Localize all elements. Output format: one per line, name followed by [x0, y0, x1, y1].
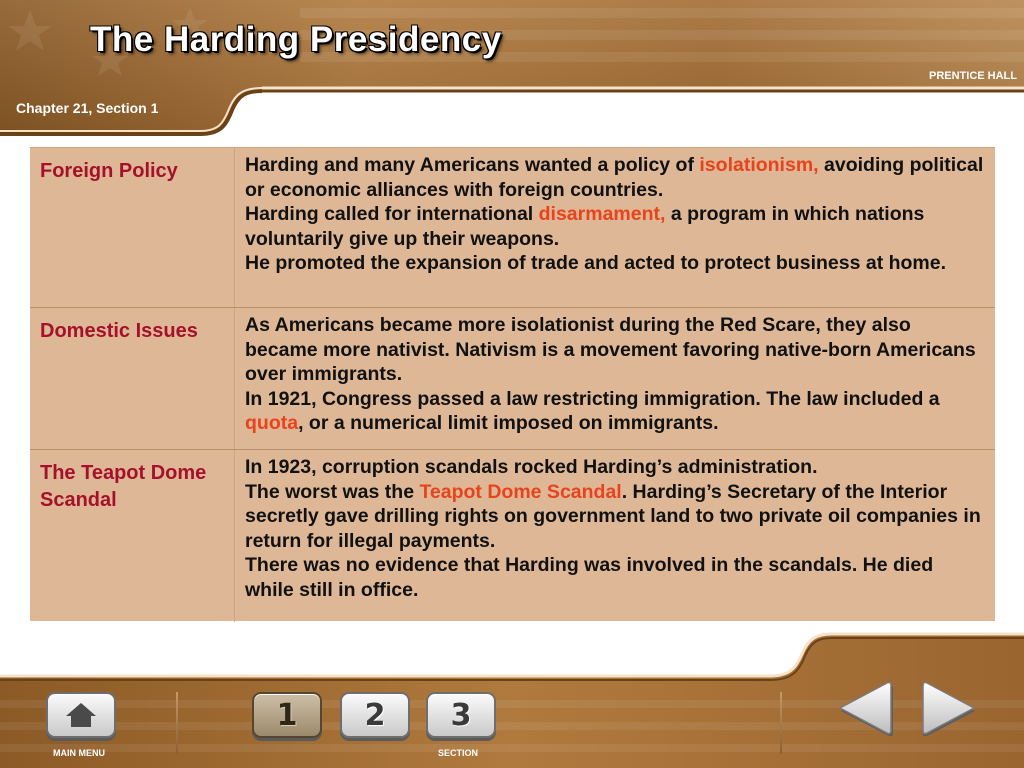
- row-label-teapot-dome: The Teapot Dome Scandal: [40, 462, 207, 511]
- body-text: There was no evidence that Harding was involved in the scandals. He died while still in office.: [245, 554, 934, 601]
- page-title: The Harding Presidency: [90, 20, 502, 59]
- keyword-term: isolationism,: [699, 154, 819, 176]
- table-row: [30, 148, 995, 308]
- footer-divider: [176, 692, 178, 754]
- header-band: [0, 0, 1024, 138]
- main-menu-button[interactable]: [46, 692, 116, 738]
- body-text: In 1923, corruption scandals rocked Harding’s administration.: [245, 456, 818, 478]
- keyword-term: quota: [245, 412, 299, 435]
- body-text: Harding and many Americans wanted a policy of: [245, 154, 700, 176]
- row-paragraph: [245, 153, 985, 202]
- publisher-label: PRENTICE HALL: [929, 70, 1017, 82]
- previous-slide-button[interactable]: [834, 680, 896, 736]
- row-paragraph: [245, 455, 985, 480]
- row-label-domestic-issues: Domestic Issues: [40, 320, 198, 342]
- body-text: a program in which nations voluntarily give up their weapons.: [245, 203, 925, 250]
- row-body-teapot-dome: [245, 455, 985, 603]
- row-paragraph: [245, 387, 985, 436]
- content-table: [30, 147, 995, 621]
- main-menu-caption: MAIN MENU: [53, 748, 105, 758]
- row-paragraph: [245, 480, 985, 554]
- home-icon: [64, 701, 98, 729]
- row-paragraph: [245, 553, 985, 602]
- body-text: The worst was the: [245, 480, 420, 503]
- section-button-2-label: 2: [364, 697, 386, 733]
- body-text: In 1921, Congress passed a law restricting immigration. The law included a: [245, 387, 940, 410]
- body-text: , or a numerical limit imposed on immigrants.: [298, 412, 719, 435]
- section-button-1-label: 1: [276, 697, 298, 733]
- row-paragraph: [245, 313, 985, 387]
- arrow-right-icon: [923, 682, 975, 736]
- row-paragraph: [245, 202, 985, 251]
- row-body-foreign-policy: [245, 153, 985, 276]
- body-text: As Americans became more isolationist during the Red Scare, they also became more nativist. Nativism is a movement favoring native-born Americans over immigrants.: [245, 314, 976, 386]
- arrow-left-icon: [840, 682, 893, 736]
- keyword-term: Teapot Dome Scandal: [419, 480, 622, 503]
- keyword-term: disarmament,: [538, 203, 666, 226]
- table-row: [30, 450, 995, 621]
- footer-divider: [780, 692, 782, 754]
- section-button-3-label: 3: [450, 697, 472, 733]
- section-button-1[interactable]: [252, 692, 322, 738]
- table-row: [30, 308, 995, 450]
- footer-band: [0, 630, 1024, 768]
- body-text: avoiding political or economic alliances with foreign countries.: [245, 154, 984, 201]
- section-button-2[interactable]: [340, 692, 410, 738]
- row-body-domestic-issues: [245, 313, 985, 436]
- body-text: Harding called for international: [245, 203, 539, 226]
- section-caption: SECTION: [438, 748, 479, 758]
- body-text: . Harding’s Secretary of the Interior secretly gave drilling rights on government land to two private oil companies in return for illegal payments.: [245, 480, 981, 552]
- chapter-label: Chapter 21, Section 1: [16, 100, 159, 116]
- row-label-foreign-policy: Foreign Policy: [40, 160, 178, 182]
- next-slide-button[interactable]: [918, 680, 980, 736]
- body-text: He promoted the expansion of trade and acted to protect business at home.: [245, 252, 947, 275]
- section-button-3[interactable]: [426, 692, 496, 738]
- row-paragraph: [245, 251, 985, 276]
